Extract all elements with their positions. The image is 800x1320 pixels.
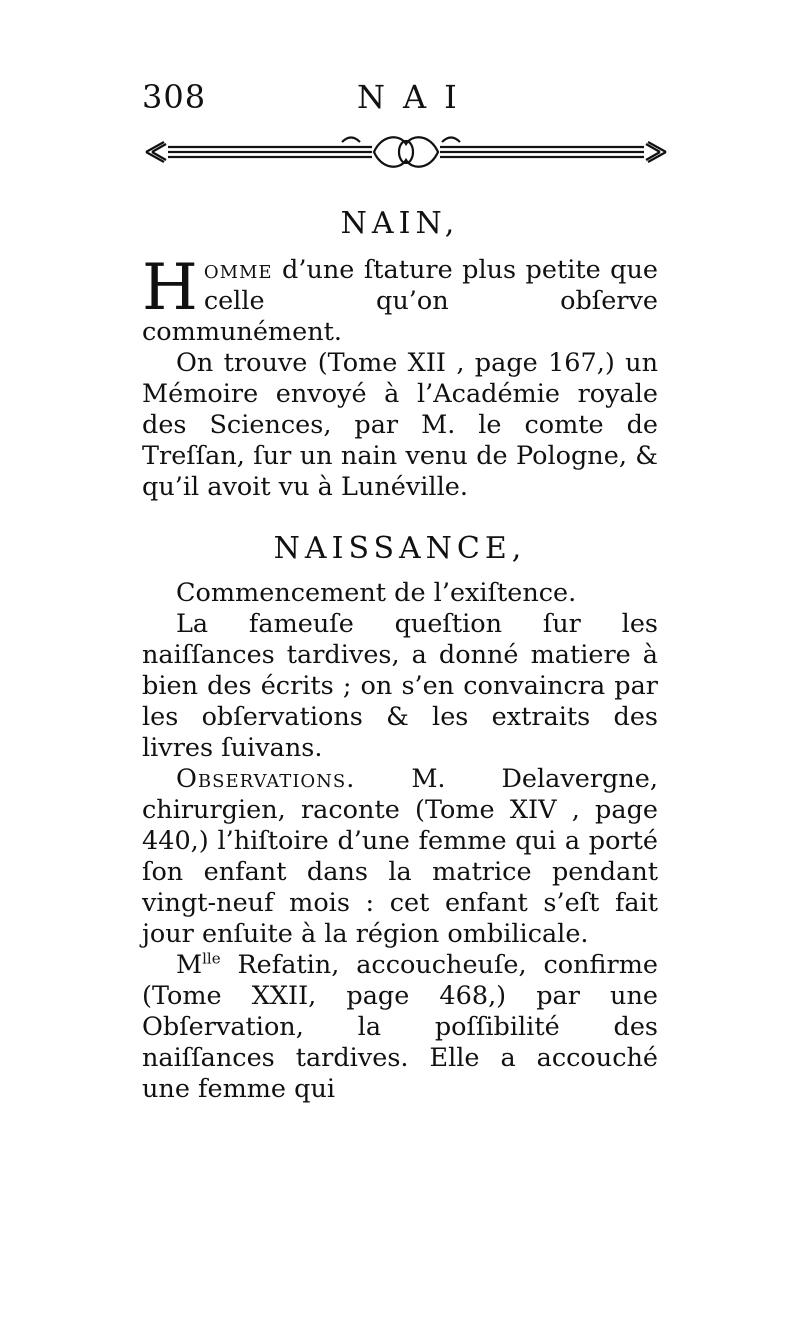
page-header <box>142 78 662 118</box>
paragraph-text: d’une ſtature plus petite que celle qu’on obſerve communément. <box>142 255 658 347</box>
paragraph-definition-naissance <box>142 578 658 609</box>
title-prefix-superscript: lle <box>202 949 221 968</box>
paragraph-question <box>142 609 658 764</box>
body-text <box>142 190 658 1105</box>
drop-cap: H <box>142 251 198 325</box>
paragraph-text: Refatin, accoucheuſe, confirme (Tome XXII, page 468,) par une Obſervation, la poſſibilité des naiſſances tardives. Elle a accouché une femme qui <box>142 950 658 1104</box>
page-number: 308 <box>142 78 207 116</box>
paragraph-text: La fameuſe queſtion ſur les naiſſances tardives, a donné matiere à bien des écrits ; on s’en convaincra par les obſervations & les extraits des livres ſuivans. <box>142 609 658 763</box>
paragraph-refatin <box>142 950 658 1105</box>
lead-word: Observations. <box>176 764 356 794</box>
paragraph-definition-nain <box>142 251 658 348</box>
decorative-rule-ornament <box>142 130 670 174</box>
running-head: NAI <box>357 78 475 116</box>
title-prefix: M <box>176 950 203 980</box>
paragraph-memoire <box>142 348 658 503</box>
paragraph-text: M. Delavergne, chirurgien, raconte (Tome XIV , page 440,) l’hiſtoire d’une femme qui a porté ſon enfant dans la matrice pendant vingt-neuf mois : cet enfant s’eſt fait jour enſuite à la région ombilicale. <box>142 764 658 949</box>
paragraph-text: On trouve (Tome XII , page 167,) un Mémoire envoyé à l’Académie royale des Sciences, par M. le comte de Treſſan, ſur un nain venu de Pologne, & qu’il avoit vu à Lunéville. <box>142 348 658 502</box>
entry-title-naissance: NAISSANCE, <box>273 531 527 566</box>
lead-word: omme <box>203 255 273 285</box>
paragraph-observations <box>142 764 658 950</box>
entry-title-nain: NAIN, <box>340 206 460 241</box>
paragraph-text: Commencement de l’exiſtence. <box>176 578 577 608</box>
